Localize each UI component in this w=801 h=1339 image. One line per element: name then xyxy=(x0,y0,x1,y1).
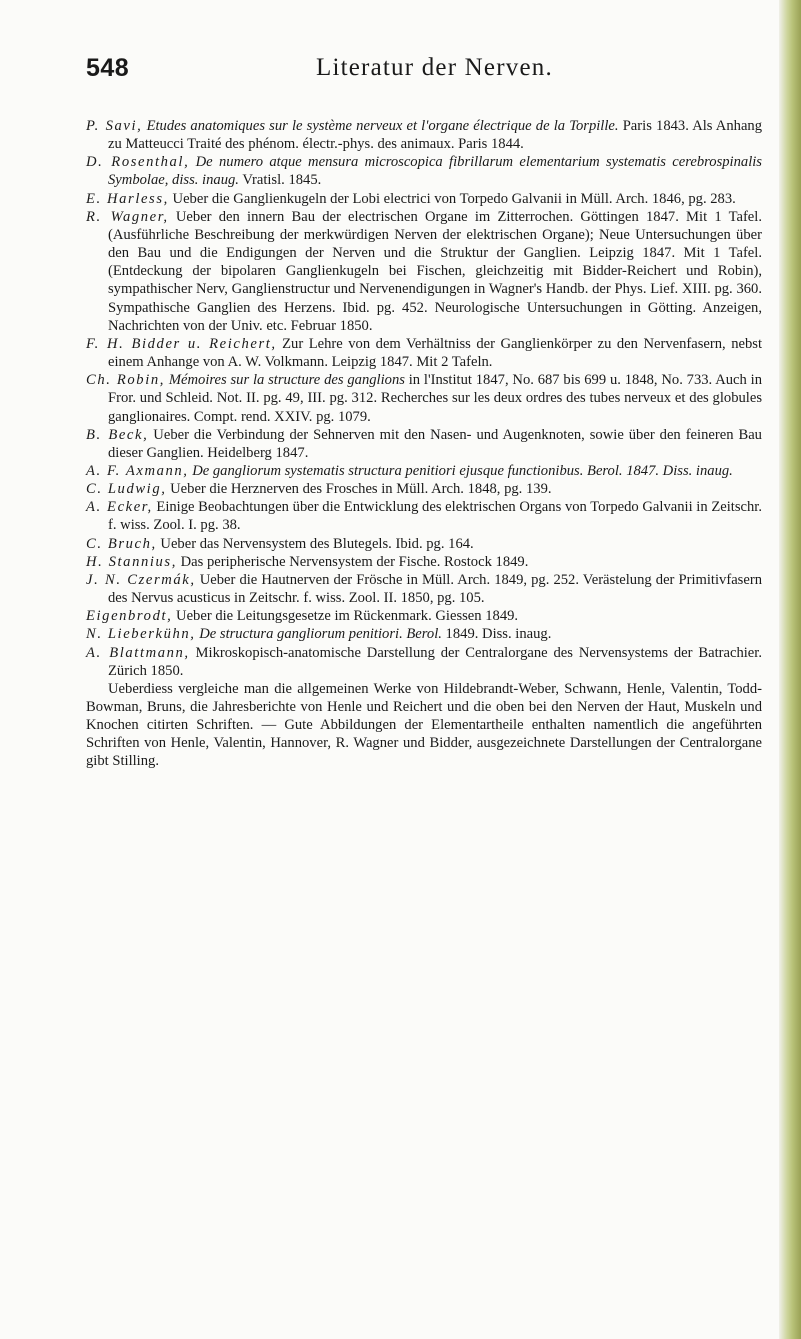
entry-details: Mikroskopisch-anatomische Darstellung der Centralorgane des Nervensystems der Batrachier. Zürich 1850. xyxy=(108,644,762,679)
entry-author: H. Stannius, xyxy=(86,553,177,570)
entry-details: Das peripherische Nervensystem der Fische. Rostock 1849. xyxy=(176,553,529,570)
entry-details: Ueber das Nervensystem des Blutegels. Ibid. pg. 164. xyxy=(156,535,474,552)
bibliography-entry xyxy=(86,553,762,571)
entry-author: R. Wagner, xyxy=(86,208,169,225)
entry-author: J. N. Czermák, xyxy=(86,571,196,588)
closing-paragraph: Ueberdiess vergleiche man die allgemeinen Werke von Hildebrandt-Weber, Schwann, Henle, Valentin, Todd-Bowman, Bruns, die Jahresberichte von Henle und Reichert und die oben bei den Nerven der Haut, Muskeln und Knochen citirten Schriften. — Gute Abbildungen der Elementartheile enthalten namentlich die angeführten Schriften von Henle, Valentin, Hannover, R. Wagner und Bidder, ausgezeichnete Darstellungen der Centralorgane gibt Stilling. xyxy=(86,680,762,770)
entry-details: Zur Lehre von dem Verhältniss der Ganglienkörper zu den Nervenfasern, nebst einem Anhange von A. W. Volkmann. Leipzig 1847. Mit 2 Tafeln. xyxy=(108,335,762,371)
bibliography-entry xyxy=(86,208,762,335)
entry-details: Paris 1843. Als Anhang zu Matteucci Traité des phénom. électr.-phys. des animaux. Paris 1844. xyxy=(108,118,763,153)
running-head: Literatur der Nerven. xyxy=(316,54,553,81)
entry-details: Ueber die Leitungsgesetze im Rückenmark. Giessen 1849. xyxy=(172,608,519,625)
entry-author: Ch. Robin, xyxy=(86,372,166,389)
entry-author: B. Beck, xyxy=(86,426,149,443)
entry-details: Ueber die Ganglienkugeln der Lobi electrici von Torpedo Galvanii in Müll. Arch. 1846, pg. 283. xyxy=(168,190,736,207)
entry-author: D. Rosenthal, xyxy=(86,154,190,171)
entry-details: 1849. Diss. inaug. xyxy=(441,626,552,643)
entry-title: De gangliorum systematis structura penitiori ejusque functionibus. Berol. 1847. Diss. inaug. xyxy=(192,462,733,479)
bibliography-entry xyxy=(86,426,762,462)
bibliography-entry xyxy=(86,153,762,189)
entry-details: Ueber den innern Bau der electrischen Organe im Zitterrochen. Göttingen 1847. Mit 1 Tafel. (Ausführliche Beschreibung der merkwürdigen Nerven der elektrischen Organe); Neue Untersuchungen über den Bau und die Endigungen der Nerven und die Struktur der Ganglien. Leipzig 1847. Mit 1 Tafel. (Entdeckung der bipolaren Ganglienkugeln bei Fischen, gleichzeitig mit Bidder-Reichert und Robin), sympathischer Nerv, Ganglienstructur und Nervenendigungen in Wagner's Handb. der Phys. Lief. XIII. pg. 360. Sympathische Ganglien des Herzens. Ibid. pg. 452. Neurologische Untersuchungen in Götting. Anzeigen, Nachrichten von der Univ. etc. Februar 1850. xyxy=(108,208,762,334)
bibliography-entry xyxy=(86,462,762,480)
entry-details: Vratisl. 1845. xyxy=(238,172,322,189)
bibliography xyxy=(86,117,762,771)
bibliography-entry xyxy=(86,371,762,425)
bibliography-entry xyxy=(86,625,762,643)
entry-author: C. Ludwig, xyxy=(86,481,167,498)
entry-author: F. H. Bidder u. Reichert, xyxy=(86,335,277,352)
entry-details: Ueber die Verbindung der Sehnerven mit den Nasen- und Augenknoten, sowie über den feineren Bau dieser Ganglien. Heidelberg 1847. xyxy=(108,426,762,461)
page-number: 548 xyxy=(86,54,130,82)
entry-title: Etudes anatomiques sur le système nerveux et l'organe électrique de la Torpille. xyxy=(146,118,619,134)
entry-details: Ueber die Hautnerven der Frösche in Müll. Arch. 1849, pg. 252. Verästelung der Primitivfasern des Nervus acusticus in Zeitschr. f. wiss. Zool. II. 1850, pg. 105. xyxy=(108,571,762,607)
entry-author: Eigenbrodt, xyxy=(86,608,173,625)
entry-details: in l'Institut 1847, No. 687 bis 699 u. 1848, No. 733. Auch in Fror. und Schleid. Not. II. pg. 49, III. pg. 312. Recherches sur les deux ordres des tubes nerveux et des globules ganglionaires. Compt. rend. XXIV. pg. 1079. xyxy=(108,372,762,425)
bibliography-entry xyxy=(86,117,762,153)
entry-title: De structura gangliorum penitiori. Berol. xyxy=(199,626,442,643)
bibliography-entry xyxy=(86,535,762,553)
bibliography-entry xyxy=(86,498,762,534)
bibliography-entry xyxy=(86,335,762,371)
bibliography-entry xyxy=(86,644,762,680)
page-edge xyxy=(779,0,801,1339)
entry-author: P. Savi, xyxy=(86,118,143,134)
page-header xyxy=(86,54,686,88)
entry-author: E. Harless, xyxy=(86,190,169,207)
entry-title: De numero atque mensura microscopica fibrillarum elementarium systematis cerebrospinalis Symbolae, diss. inaug. xyxy=(108,154,762,189)
entry-author: A. F. Axmann, xyxy=(86,462,189,479)
bibliography-entry xyxy=(86,571,762,607)
bibliography-entry xyxy=(86,607,762,625)
entry-author: N. Lieberkühn, xyxy=(86,626,196,643)
entry-author: A. Blattmann, xyxy=(86,644,190,661)
entry-author: A. Ecker, xyxy=(86,499,153,516)
entry-title: Mémoires sur la structure des ganglions xyxy=(168,372,405,389)
bibliography-entry xyxy=(86,480,762,498)
entry-details: Ueber die Herznerven des Frosches in Müll. Arch. 1848, pg. 139. xyxy=(166,481,552,498)
entry-details: Einige Beobachtungen über die Entwicklung des elektrischen Organs von Torpedo Galvanii in Zeitschr. f. wiss. Zool. I. pg. 38. xyxy=(108,499,763,534)
bibliography-entry xyxy=(86,190,762,208)
entry-author: C. Bruch, xyxy=(86,535,157,552)
